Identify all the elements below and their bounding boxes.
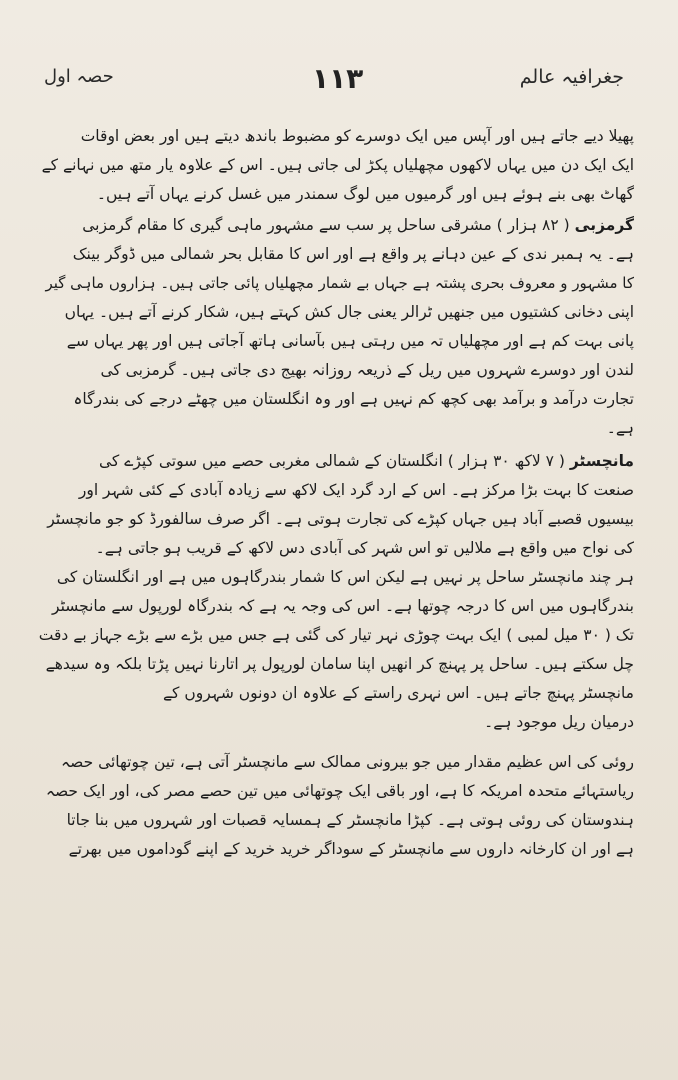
text-line: پانی بہت کم ہے اور مچھلیاں تہ میں رہتی ہیں بآسانی ہاتھ آجاتی ہیں اور پھر یہاں سے	[66, 332, 634, 350]
text-line: مانچسٹر پہنچ جاتے ہیں۔ اس نہری راستے کے علاوہ ان دونوں شہروں کے	[162, 684, 634, 702]
text-line: تجارت درآمد و برآمد بھی کچھ کم نہیں ہے اور وہ انگلستان میں چھٹے درجے کی بندرگاہ	[73, 390, 634, 408]
text-line: ریاستہائے متحدہ امریکہ کا ہے، اور باقی ایک چوتھائی میں تین حصے مصر کی، اور ایک حصہ	[45, 782, 634, 800]
text-line: روئی کی اس عظیم مقدار میں جو بیرونی ممالک سے مانچسٹر آتی ہے، تین چوتھائی حصہ	[61, 753, 634, 771]
page-number: ۱۱۳	[312, 62, 364, 95]
section-heading: مانچسٹر	[569, 452, 634, 470]
text-line: درمیان ریل موجود ہے۔	[484, 713, 634, 731]
text-line: چل سکتے ہیں۔ ساحل پر پہنچ کر انھیں اپنا سامان لورپول پر اتارنا نہیں پڑتا بلکہ وہ سیدھے	[45, 655, 634, 673]
text-line: ہے۔ یہ ہمبر ندی کے عین دہانے پر واقع ہے اور اس کا مقابل بحر شمالی میں ڈوگر بینک	[72, 245, 634, 263]
text-line: کی نواح میں واقع ہے ملالیں تو اس شہر کی آبادی دس لاکھ کے قریب ہو جاتی ہے۔	[95, 539, 634, 557]
text-line: ہے۔	[606, 419, 634, 437]
section-heading: گرمزبی	[574, 216, 634, 234]
text-line: ایک ایک دن میں یہاں لاکھوں مچھلیاں پکڑ لی جاتی ہیں۔ اس کے علاوہ یار متھ میں نہانے کے	[41, 156, 634, 174]
text-line: اپنی دخانی کشتیوں میں جنھیں ٹرالر یعنی جال کش کہتے ہیں، شکار کرنے آتے ہیں۔ یہاں	[64, 303, 634, 321]
text-line: پھیلا دیے جاتے ہیں اور آپس میں ایک دوسرے کو مضبوط باندھ دیتے ہیں اور بعض اوقات	[80, 127, 634, 145]
text-line: ہندوستان کی روئی ہوتی ہے۔ کپڑا مانچسٹر کے ہمسایہ قصبات اور شہروں میں بنا جاتا	[66, 811, 634, 829]
text-line: بیسیوں قصبے آباد ہیں جہاں کپڑے کی تجارت ہوتی ہے۔ اگر صرف سالفورڈ کو جو مانچسٹر	[47, 510, 634, 528]
text-line: مانچسٹر ( ۷ لاکھ ۳۰ ہزار ) انگلستان کے شمالی مغربی حصے میں سوتی کپڑے کی	[99, 452, 634, 470]
text-line: بندرگاہوں میں اس کا درجہ چوتھا ہے۔ اس کی وجہ یہ ہے کہ بندرگاہ لورپول سے مانچسٹر	[52, 597, 634, 615]
text-line: تک ( ۳۰ میل لمبی ) ایک بہت چوڑی نہر تیار کی گئی ہے جس میں بڑے سے بڑے جہاز بے دقت	[38, 626, 634, 644]
part-label: حصہ اول	[44, 66, 114, 87]
text-line: گرمزبی ( ۸۲ ہزار ) مشرقی ساحل پر سب سے مشہور ماہی گیری کا مقام گرمزبی	[82, 216, 634, 234]
text-line: کا مشہور و معروف بحری پشتہ ہے جہاں بے شمار مچھلیاں پائی جاتی ہیں۔ ہزاروں ماہی گیر	[45, 274, 634, 292]
text-line: گھاٹ بھی بنے ہوئے ہیں اور گرمیوں میں لوگ سمندر میں غسل کرنے یہاں آتے ہیں۔	[96, 185, 634, 203]
text-line: ہے اور ان کارخانہ داروں سے مانچسٹر کے سوداگر خرید خرید کے اپنے گوداموں میں بھرتے	[68, 840, 634, 858]
text-line: ہر چند مانچسٹر ساحل پر نہیں ہے لیکن اس کا شمار بندرگاہوں میں ہے اور انگلستان کی	[56, 568, 634, 586]
text-line: لندن اور دوسرے شہروں میں ریل کے ذریعہ روزانہ بھیج دی جاتی ہیں۔ گرمزبی کی	[100, 361, 634, 379]
book-title: جغرافیہ عالم	[519, 66, 624, 88]
text-line: صنعت کا بہت بڑا مرکز ہے۔ اس کے ارد گرد ایک لاکھ سے زیادہ آبادی کے کئی شہر اور	[78, 481, 634, 499]
